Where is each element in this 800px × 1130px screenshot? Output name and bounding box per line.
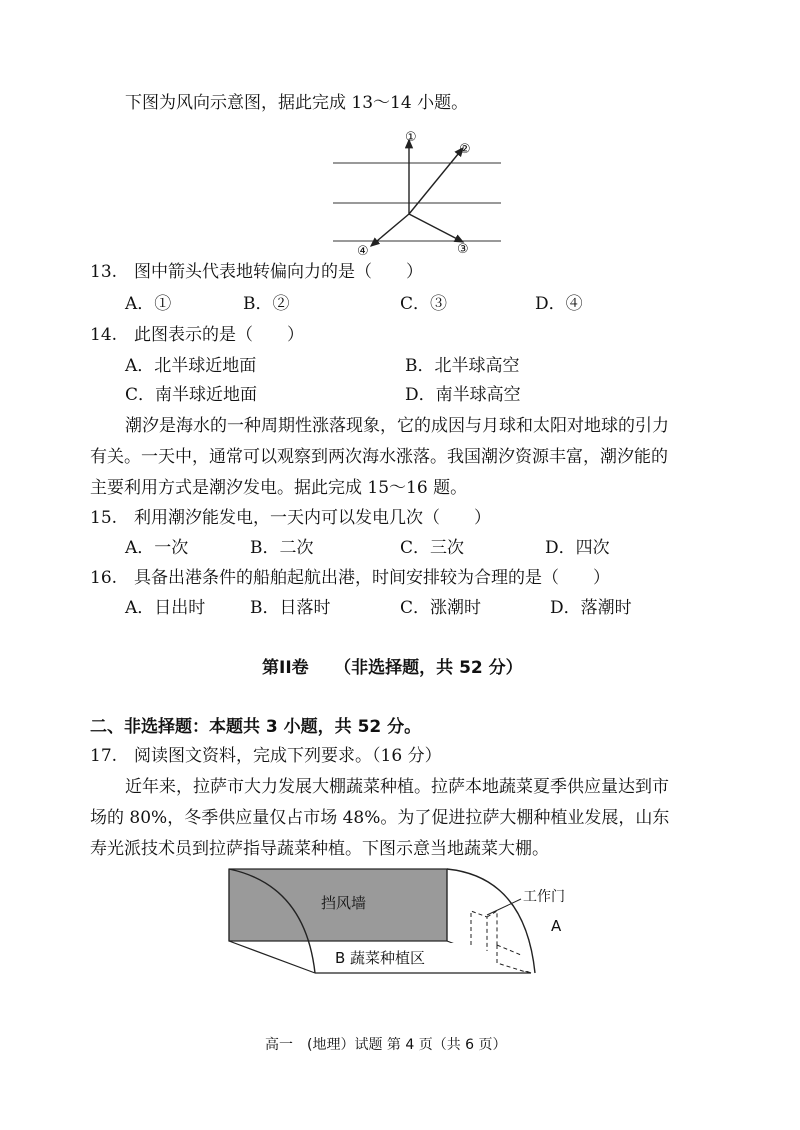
- label-2: ②: [459, 142, 471, 157]
- tide-passage-line-1: 潮汐是海水的一种周期性涨落现象，它的成因与月球和太阳对地球的引力: [125, 416, 669, 436]
- label-1: ①: [405, 130, 417, 145]
- q15-option-b: B．二次: [250, 538, 314, 558]
- q15-option-d: D．四次: [545, 538, 610, 558]
- q13-option-a: A．①: [125, 294, 172, 314]
- q14-option-a: A．北半球近地面: [125, 356, 257, 376]
- label-4: ④: [357, 244, 369, 258]
- q16-option-b: B．日落时: [250, 598, 331, 618]
- tide-passage-line-3: 主要利用方式是潮汐发电。据此完成 15～16 题。: [90, 478, 468, 498]
- q16-option-a: A．日出时: [125, 598, 206, 618]
- label-3: ③: [457, 242, 469, 257]
- q16-option-d: D．落潮时: [550, 598, 632, 618]
- point-a-label: A: [551, 917, 562, 935]
- q16-stem: 16. 具备出港条件的船舶起航出港，时间安排较为合理的是（ ）: [90, 568, 611, 588]
- q15-option-a: A．一次: [125, 538, 189, 558]
- q15-option-c: C．三次: [400, 538, 465, 558]
- arrow-2: [409, 148, 463, 214]
- q17-passage-line-1: 近年来，拉萨市大力发展大棚蔬菜种植。拉萨本地蔬菜夏季供应量达到市: [125, 777, 669, 797]
- q13-stem: 13. 图中箭头代表地转偏向力的是（ ）: [90, 262, 424, 282]
- wind-direction-diagram: [325, 126, 505, 258]
- q17-stem: 17. 阅读图文资料，完成下列要求。（16 分）: [90, 746, 442, 766]
- intro-13-14: 下图为风向示意图，据此完成 13～14 小题。: [125, 93, 469, 113]
- q16-option-c: C．涨潮时: [400, 598, 482, 618]
- q17-passage-line-3: 寿光派技术员到拉萨指导蔬菜种植。下图示意当地蔬菜大棚。: [90, 839, 549, 859]
- q15-stem: 15. 利用潮汐能发电，一天内可以发电几次（ ）: [90, 508, 492, 528]
- q13-option-c: C．③: [400, 294, 448, 314]
- greenhouse-diagram: [225, 865, 585, 990]
- part2-title: 第II卷 （非选择题，共 52 分）: [262, 658, 523, 678]
- q14-option-d: D．南半球高空: [405, 385, 521, 405]
- q14-option-b: B．北半球高空: [405, 356, 520, 376]
- arrow-3: [409, 214, 463, 242]
- q17-passage-line-2: 场的 80%，冬季供应量仅占市场 48%。为了促进拉萨大棚种植业发展，山东: [90, 808, 670, 828]
- section2-heading: 二、非选择题：本题共 3 小题，共 52 分。: [90, 717, 422, 737]
- wall-label: 挡风墙: [321, 894, 367, 912]
- tide-passage-line-2: 有关。一天中，通常可以观察到两次海水涨落。我国潮汐资源丰富，潮汐能的: [90, 447, 668, 467]
- q14-stem: 14. 此图表示的是（ ）: [90, 325, 305, 345]
- planting-area-label: B 蔬菜种植区: [335, 949, 426, 967]
- q14-option-c: C．南半球近地面: [125, 385, 258, 405]
- q13-option-b: B．②: [243, 294, 290, 314]
- page-footer: 高一 (地理）试题 第 4 页（共 6 页）: [265, 1037, 507, 1053]
- work-door-label: 工作门: [523, 889, 565, 905]
- q13-option-d: D．④: [535, 294, 583, 314]
